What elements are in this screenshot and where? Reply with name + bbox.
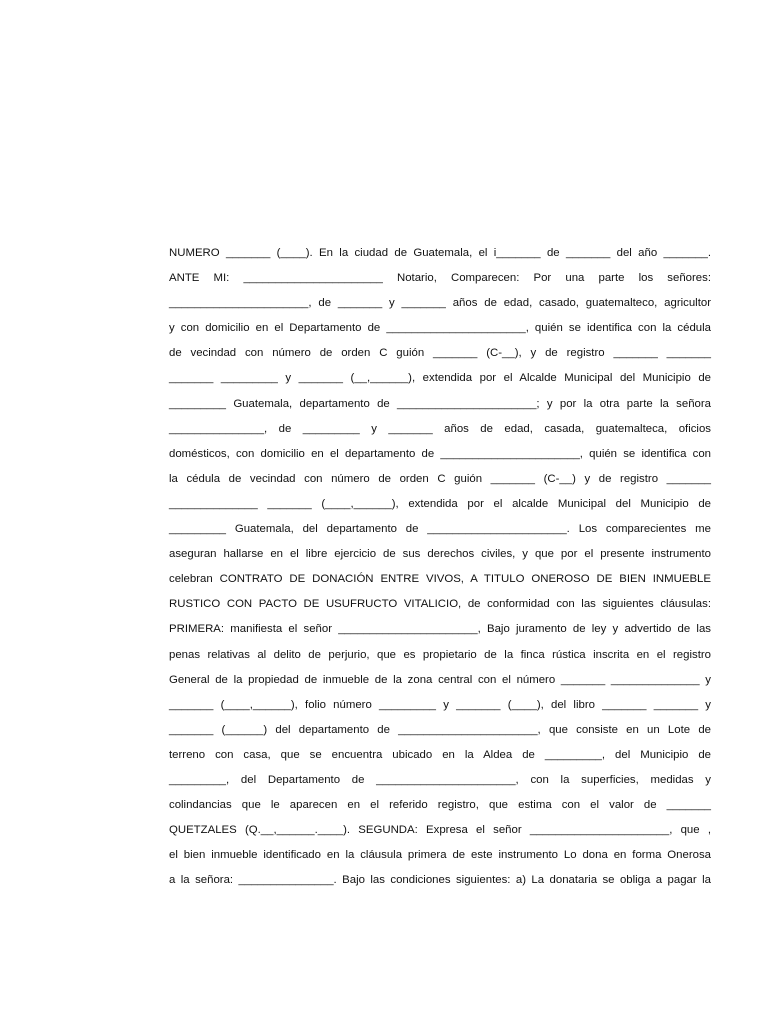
text-line: ______________________, de _______ y _______ años de edad, casado, guatemalteco, agricultor	[169, 297, 711, 310]
text-line: de vecindad con número de orden C guión _______ (C-__), y de registro _______ _______	[169, 347, 711, 360]
text-line: PRIMERA: manifiesta el señor ______________________, Bajo juramento de ley y advertido de las	[169, 623, 711, 636]
contract-text	[169, 244, 711, 896]
text-line: _______ (______) del departamento de ______________________, que consiste en un Lote de	[169, 723, 711, 736]
text-line: _______ (____,______), folio número _________ y _______ (____), del libro _______ _______ y	[169, 698, 711, 711]
text-line: celebran CONTRATO DE DONACIÓN ENTRE VIVOS, A TITULO ONEROSO DE BIEN INMUEBLE	[169, 573, 711, 586]
text-line: penas relativas al delito de perjurio, que es propietario de la finca rústica inscrita en el registro	[169, 648, 711, 661]
text-line: RUSTICO CON PACTO DE USUFRUCTO VITALICIO, de conformidad con las siguientes cláusulas:	[169, 598, 711, 611]
text-line: y con domicilio en el Departamento de ______________________, quién se identifica con la cédula	[169, 322, 711, 335]
text-line: General de la propiedad de inmueble de la zona central con el número _______ ______________ y	[169, 673, 711, 686]
text-line: colindancias que le aparecen en el referido registro, que estima con el valor de _______	[169, 799, 711, 812]
text-line: _______________, de _________ y _______ años de edad, casada, guatemalteca, oficios	[169, 422, 711, 435]
text-line: _________ Guatemala, del departamento de ______________________. Los comparecientes me	[169, 523, 711, 536]
text-line: el bien inmueble identificado en la cláusula primera de este instrumento Lo dona en forma Onerosa	[169, 849, 711, 862]
text-line: NUMERO _______ (____). En la ciudad de Guatemala, el i_______ de _______ del año _______.	[169, 247, 711, 259]
text-line: ______________ _______ (____,______), extendida por el alcalde Municipal del Municipio de	[169, 497, 711, 510]
text-line: a la señora: _______________. Bajo las condiciones siguientes: a) La donataria se obliga a pagar la	[169, 874, 711, 887]
text-line: _________ Guatemala, departamento de ______________________; y por la otra parte la señora	[169, 397, 711, 410]
text-line: _________, del Departamento de ______________________, con la superficies, medidas y	[169, 773, 711, 786]
text-line: terreno con casa, que se encuentra ubicado en la Aldea de _________, del Municipio de	[169, 748, 711, 761]
text-line: QUETZALES (Q.__,______.____). SEGUNDA: Expresa el señor ______________________, que ,	[169, 824, 711, 837]
text-line: domésticos, con domicilio en el departamento de ______________________, quién se identifica con	[169, 447, 711, 460]
text-line: aseguran hallarse en el libre ejercicio de sus derechos civiles, y que por el presente instrumento	[169, 548, 711, 561]
text-line: ANTE MI: ______________________ Notario, Comparecen: Por una parte los señores:	[169, 272, 711, 285]
text-line: la cédula de vecindad con número de orden C guión _______ (C-__) y de registro _______	[169, 472, 711, 485]
text-line: _______ _________ y _______ (__,______), extendida por el Alcalde Municipal del Municipio de	[169, 372, 711, 385]
